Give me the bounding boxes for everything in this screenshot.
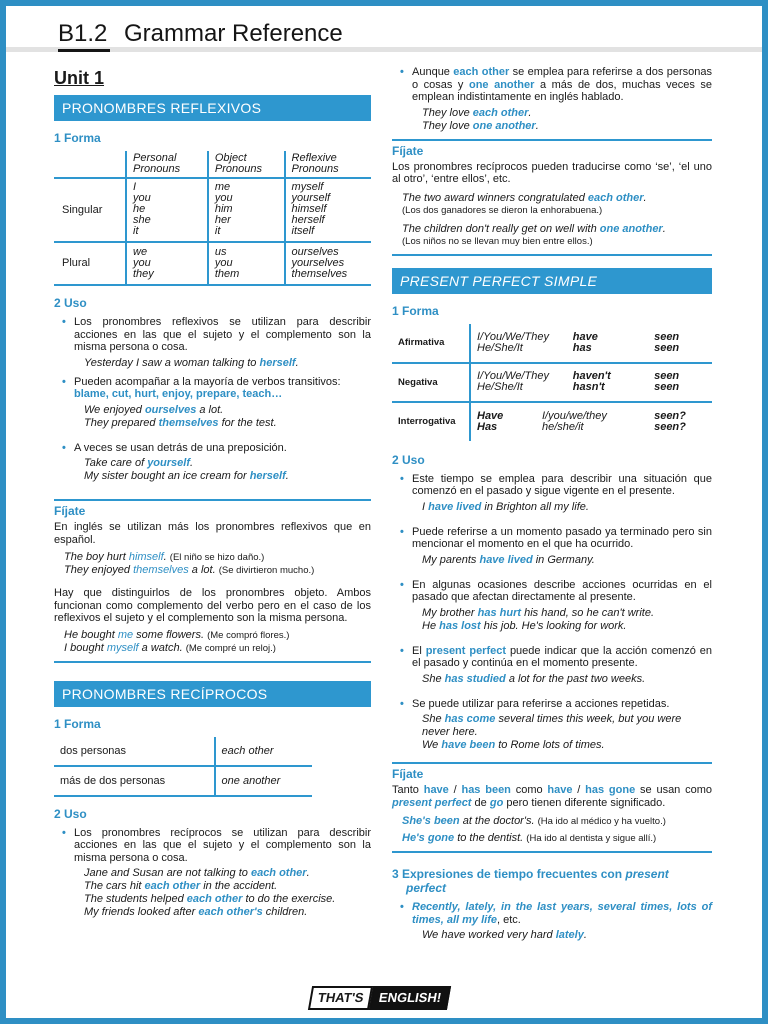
level-underline bbox=[58, 49, 110, 52]
banner-reflexivos: PRONOMBRES REFLEXIVOS bbox=[54, 95, 371, 121]
cell: they bbox=[133, 268, 154, 280]
example: My parents have lived in Germany. bbox=[422, 553, 595, 566]
row-label-afirmativa: Afirmativa bbox=[392, 324, 470, 363]
example: They love each other. bbox=[422, 106, 532, 119]
cell: yourselves bbox=[291, 257, 345, 269]
cell: itself bbox=[291, 225, 315, 237]
cell: one another bbox=[215, 766, 312, 796]
cell: he bbox=[133, 203, 146, 215]
example: My sister bought an ice cream for herself. bbox=[84, 470, 289, 482]
example: I have lived in Brighton all my life. bbox=[422, 500, 589, 513]
translation-note: (Los niños no se llevan muy bien entre ellos.) bbox=[402, 235, 593, 247]
example: never here. bbox=[422, 726, 478, 738]
example: She has come several times this week, but you were bbox=[422, 713, 682, 725]
bullet-pp-3: • En algunas ocasiones describe acciones ocurridas en el pasado que afectan directamente al presente. bbox=[392, 579, 712, 604]
example: I bought myself a watch. (Me compré un reloj.) bbox=[64, 641, 276, 654]
example: They enjoyed themselves a lot. (Se divirtieron mucho.) bbox=[64, 564, 315, 576]
example: He bought me some flowers. (Me compró flores.) bbox=[64, 628, 290, 641]
fijate-title: Fíjate bbox=[54, 504, 86, 518]
fijate-text: Los pronombres recíprocos pueden traducirse como ‘se’, ‘el uno al otro’, ‘entre ellos’, etc. bbox=[392, 160, 712, 185]
pp-uso-title: 2 Uso bbox=[392, 452, 425, 467]
example: The cars hit each other in the accident. bbox=[84, 880, 278, 892]
bullet-pp-2: • Puede referirse a un momento pasado ya terminado pero sin mencionar el momento en el que ha ocurrido. bbox=[392, 526, 712, 551]
bullet-pp-4: • El present perfect puede indicar que la acción comenzó en el pasado y continúa en el momento presente. bbox=[392, 645, 712, 670]
cell: you bbox=[214, 257, 233, 269]
cell: ourselves bbox=[291, 246, 339, 258]
reflexivos-uso-title: 2 Uso bbox=[54, 296, 87, 310]
cell: us bbox=[214, 246, 227, 258]
pp-expresiones-title: 3 Expresiones de tiempo frecuentes con present perfect bbox=[392, 867, 669, 895]
example: We have worked very hard lately. bbox=[422, 929, 587, 941]
example: He has lost his job. He's looking for work. bbox=[422, 619, 627, 632]
row-label-interrogativa: Interrogativa bbox=[398, 416, 456, 427]
logo-part-1: THAT'S bbox=[308, 986, 374, 1010]
example: The children don't really get on well with one another. bbox=[402, 222, 666, 235]
page bbox=[6, 6, 762, 1018]
level-label: B1.2 bbox=[58, 20, 108, 47]
cell: I/You/We/They He/She/It bbox=[470, 324, 567, 363]
row-label-negativa: Negativa bbox=[392, 363, 470, 402]
cell: himself bbox=[291, 203, 327, 215]
logo-part-2: ENGLISH! bbox=[369, 986, 451, 1010]
cell: herself bbox=[291, 214, 325, 226]
pp-forma-title: 1 Forma bbox=[392, 303, 439, 318]
example: My brother has hurt his hand, so he can't write. bbox=[422, 606, 654, 619]
cell: you bbox=[214, 192, 233, 204]
cell: Have Has bbox=[470, 402, 536, 441]
header-object: Object Pronouns bbox=[208, 151, 285, 178]
unit-title: Unit 1 bbox=[54, 68, 105, 88]
example: They prepared themselves for the test. bbox=[84, 416, 277, 429]
cell: seen seen bbox=[648, 363, 712, 402]
cell: we bbox=[133, 246, 148, 258]
cell: I/You/We/They He/She/It bbox=[470, 363, 567, 402]
example: We have been to Rome lots of times. bbox=[422, 739, 605, 751]
example: The boy hurt himself. (El niño se hizo daño.) bbox=[64, 551, 265, 563]
bullet-expresiones: • Recently, lately, in the last years, several times, lots of times, all my life, etc. bbox=[392, 901, 712, 926]
bullet-pp-5: • Se puede utilizar para referirse a acciones repetidas. bbox=[392, 698, 712, 711]
page-header bbox=[6, 6, 762, 52]
cell: más de dos personas bbox=[54, 766, 215, 796]
header-personal: Personal Pronouns bbox=[126, 151, 208, 178]
example: Yesterday I saw a woman talking to herself. bbox=[84, 356, 299, 369]
example: She has studied a lot for the past two weeks. bbox=[422, 672, 646, 685]
bullet-reflexivos-1: • Los pronombres reflexivos se utilizan para describir acciones en las que el sujeto y el complemento son la misma persona o cosa. bbox=[54, 316, 371, 354]
fijate-title: Fíjate bbox=[392, 767, 424, 781]
header-reflexive: Reflexive Pronouns bbox=[285, 151, 371, 178]
fijate-title: Fíjate bbox=[392, 143, 424, 158]
cell: them bbox=[214, 268, 240, 280]
cell: seen? seen? bbox=[654, 409, 686, 433]
bullet-pp-1: • Este tiempo se emplea para describir una situación que comenzó en el pasado y sigue vigente en el presente. bbox=[392, 473, 712, 498]
banner-reciprocos: PRONOMBRES RECÍPROCOS bbox=[54, 681, 371, 707]
cell: myself bbox=[291, 181, 324, 193]
cell: I/you/we/they he/she/it bbox=[542, 409, 607, 433]
cell: him bbox=[214, 203, 233, 215]
example: The students helped each other to do the exercise. bbox=[84, 893, 336, 905]
reflexivos-forma-title: 1 Forma bbox=[54, 131, 101, 145]
row-label-plural: Plural bbox=[54, 242, 126, 285]
cell: it bbox=[214, 225, 221, 237]
cell: have has bbox=[567, 324, 648, 363]
cell: seen seen bbox=[648, 324, 712, 363]
right-column bbox=[392, 66, 712, 942]
reciprocal-pronouns-table bbox=[54, 737, 312, 797]
example: Jane and Susan are not talking to each other. bbox=[84, 867, 310, 879]
reciprocos-uso-title: 2 Uso bbox=[54, 806, 87, 821]
fijate-text: En inglés se utilizan más los pronombres reflexivos que en español. bbox=[54, 521, 371, 546]
example: She's been at the doctor's. (Ha ido al médico y ha vuelto.) bbox=[402, 815, 666, 827]
bullet-reciprocos-1: • Los pronombres recíprocos se utilizan para describir acciones en las que el sujeto y el complemento son la misma persona o cosa. bbox=[54, 827, 371, 865]
cell: yourself bbox=[291, 192, 331, 204]
row-label-singular: Singular bbox=[54, 178, 126, 242]
cell: you bbox=[133, 192, 151, 204]
fijate-text: Hay que distinguirlos de los pronombres objeto. Ambos funcionan como complemento del verbo pero en el caso de los reflexivos el sujeto y el complemento son la misma persona. bbox=[54, 587, 371, 624]
cell: she bbox=[133, 214, 151, 226]
cell: dos personas bbox=[54, 737, 215, 766]
example: They love one another. bbox=[422, 119, 539, 132]
cell: you bbox=[133, 257, 151, 269]
example: The two award winners congratulated each other. bbox=[402, 191, 647, 204]
cell: I bbox=[133, 181, 137, 193]
cell: haven't hasn't bbox=[567, 363, 648, 402]
cell: each other bbox=[215, 737, 312, 766]
fijate-reflexivos bbox=[54, 499, 371, 663]
cell: her bbox=[214, 214, 231, 226]
thats-english-logo bbox=[310, 986, 470, 1010]
bullet-reflexivos-2: • Pueden acompañar a la mayoría de verbos transitivos: blame, cut, hurt, enjoy, prepare, teach… bbox=[54, 376, 371, 401]
reciprocos-forma-title: 1 Forma bbox=[54, 716, 101, 731]
present-perfect-table bbox=[392, 324, 712, 441]
cell: themselves bbox=[291, 268, 348, 280]
example: My friends looked after each other's children. bbox=[84, 906, 308, 918]
example: We enjoyed ourselves a lot. bbox=[84, 403, 224, 416]
banner-present-perfect: PRESENT PERFECT SIMPLE bbox=[392, 268, 712, 294]
bullet-aunque: • Aunque each other se emplea para referirse a dos personas o cosas y one another a más de dos, muchas veces se emplean indistintamente en inglés hablado. bbox=[392, 66, 712, 104]
fijate-reciprocos bbox=[392, 139, 712, 256]
reflexive-pronouns-table bbox=[54, 151, 371, 286]
bullet-reflexivos-3: • A veces se usan detrás de una preposición. bbox=[54, 442, 371, 455]
left-column bbox=[54, 68, 371, 919]
fijate-present-perfect bbox=[392, 762, 712, 853]
page-title: Grammar Reference bbox=[124, 20, 343, 47]
translation-note: (Los dos ganadores se dieron la enhorabuena.) bbox=[402, 204, 603, 216]
example: He's gone to the dentist. (Ha ido al dentista y sigue allí.) bbox=[402, 832, 657, 844]
example: Take care of yourself. bbox=[84, 457, 194, 469]
fijate-text: Tanto have / has been como have / has gone se usan como present perfect de go pero tienen diferente significado. bbox=[392, 784, 713, 809]
cell: me bbox=[214, 181, 231, 193]
cell: it bbox=[133, 225, 139, 237]
